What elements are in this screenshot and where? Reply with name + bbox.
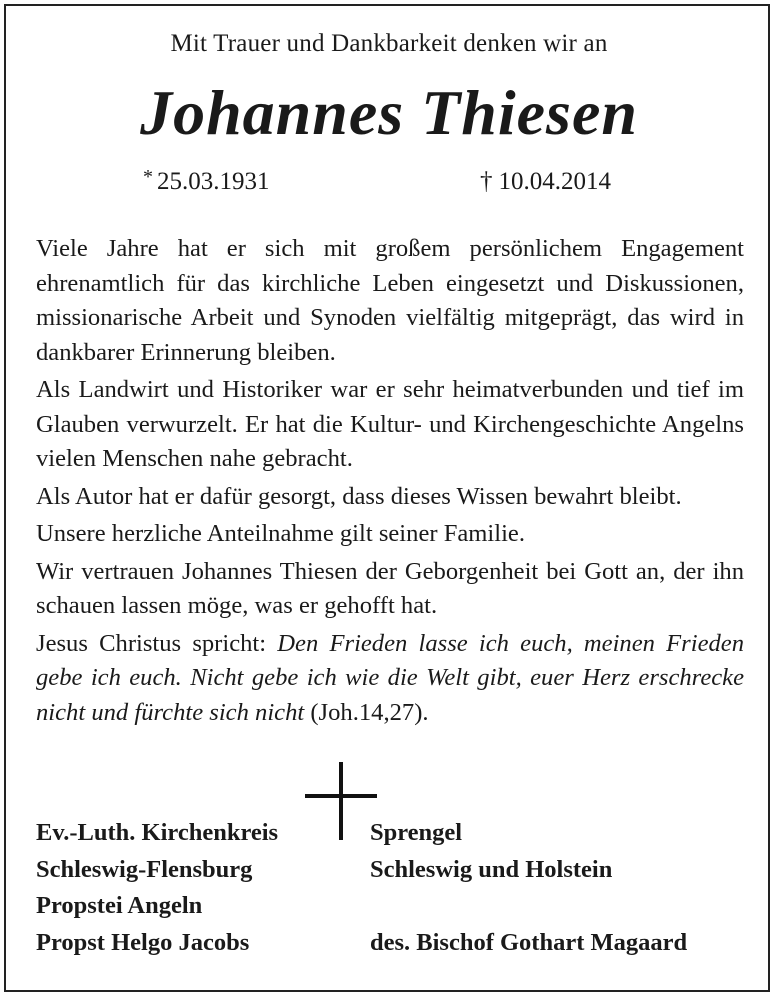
cross-horizontal-bar — [305, 794, 377, 798]
signature-right-line: Sprengel — [370, 819, 463, 846]
death-dagger-icon: † — [480, 168, 493, 195]
signature-right — [370, 815, 687, 961]
signature-left — [36, 815, 278, 961]
birth-star-icon: * — [143, 166, 153, 188]
paragraph-engagement: Viele Jahre hat er sich mit großem persönlichem Engagement ehrenamtlich für das kirchliche Leben eingesetzt und Diskussionen, missionarische Arbeit und Synoden vielfältig mitgeprägt, das wird in dankbarer Erinnerung bleiben. — [36, 235, 744, 366]
signature-right-line: des. Bischof Gothart Magaard — [370, 928, 688, 956]
death-date-value: 10.04.2014 — [498, 168, 611, 195]
signature-right-line: Schleswig und Holstein — [370, 855, 613, 883]
signature-left-line: Propst Helgo Jacobs — [36, 928, 250, 956]
paragraph-autor: Als Autor hat er dafür gesorgt, dass dieses Wissen bewahrt bleibt. — [36, 482, 682, 510]
death-date — [480, 168, 611, 196]
deceased-name: Johannes Thiesen — [140, 77, 638, 148]
birth-date-value: 25.03.1931 — [157, 168, 270, 195]
paragraph-anteilnahme: Unsere herzliche Anteilnahme gilt seiner Familie. — [36, 520, 525, 547]
signature-left-line: Propstei Angeln — [36, 892, 203, 919]
signature-left-line: Ev.-Luth. Kirchenkreis — [36, 819, 279, 846]
cross-vertical-bar — [339, 762, 343, 840]
quote-text: Den Frieden lasse ich euch, meinen Frieden gebe ich euch. Nicht gebe ich wie die Welt gibt, euer Herz erschrecke nicht und fürchte sich nicht — [36, 629, 744, 726]
intro-line: Mit Trauer und Dankbarkeit denken wir an — [170, 30, 608, 57]
notice-body — [36, 232, 744, 733]
paragraph-landwirt: Als Landwirt und Historiker war er sehr heimatverbunden und tief im Glauben verwurzelt. Er hat die Kultur- und Kirchengeschichte Angelns vielen Menschen nahe gebracht. — [36, 376, 744, 472]
birth-date — [143, 168, 270, 196]
paragraph-bible-quote — [36, 627, 744, 731]
quote-reference: (Joh.14,27). — [304, 698, 429, 726]
cross-icon — [305, 762, 377, 840]
signature-left-line: Schleswig-Flensburg — [36, 855, 253, 883]
quote-intro: Jesus Christus spricht: — [36, 629, 278, 657]
paragraph-vertrauen: Wir vertrauen Johannes Thiesen der Geborgenheit bei Gott an, der ihn schauen lassen möge, was er gehofft hat. — [36, 557, 744, 619]
signature-right-line — [370, 888, 687, 925]
